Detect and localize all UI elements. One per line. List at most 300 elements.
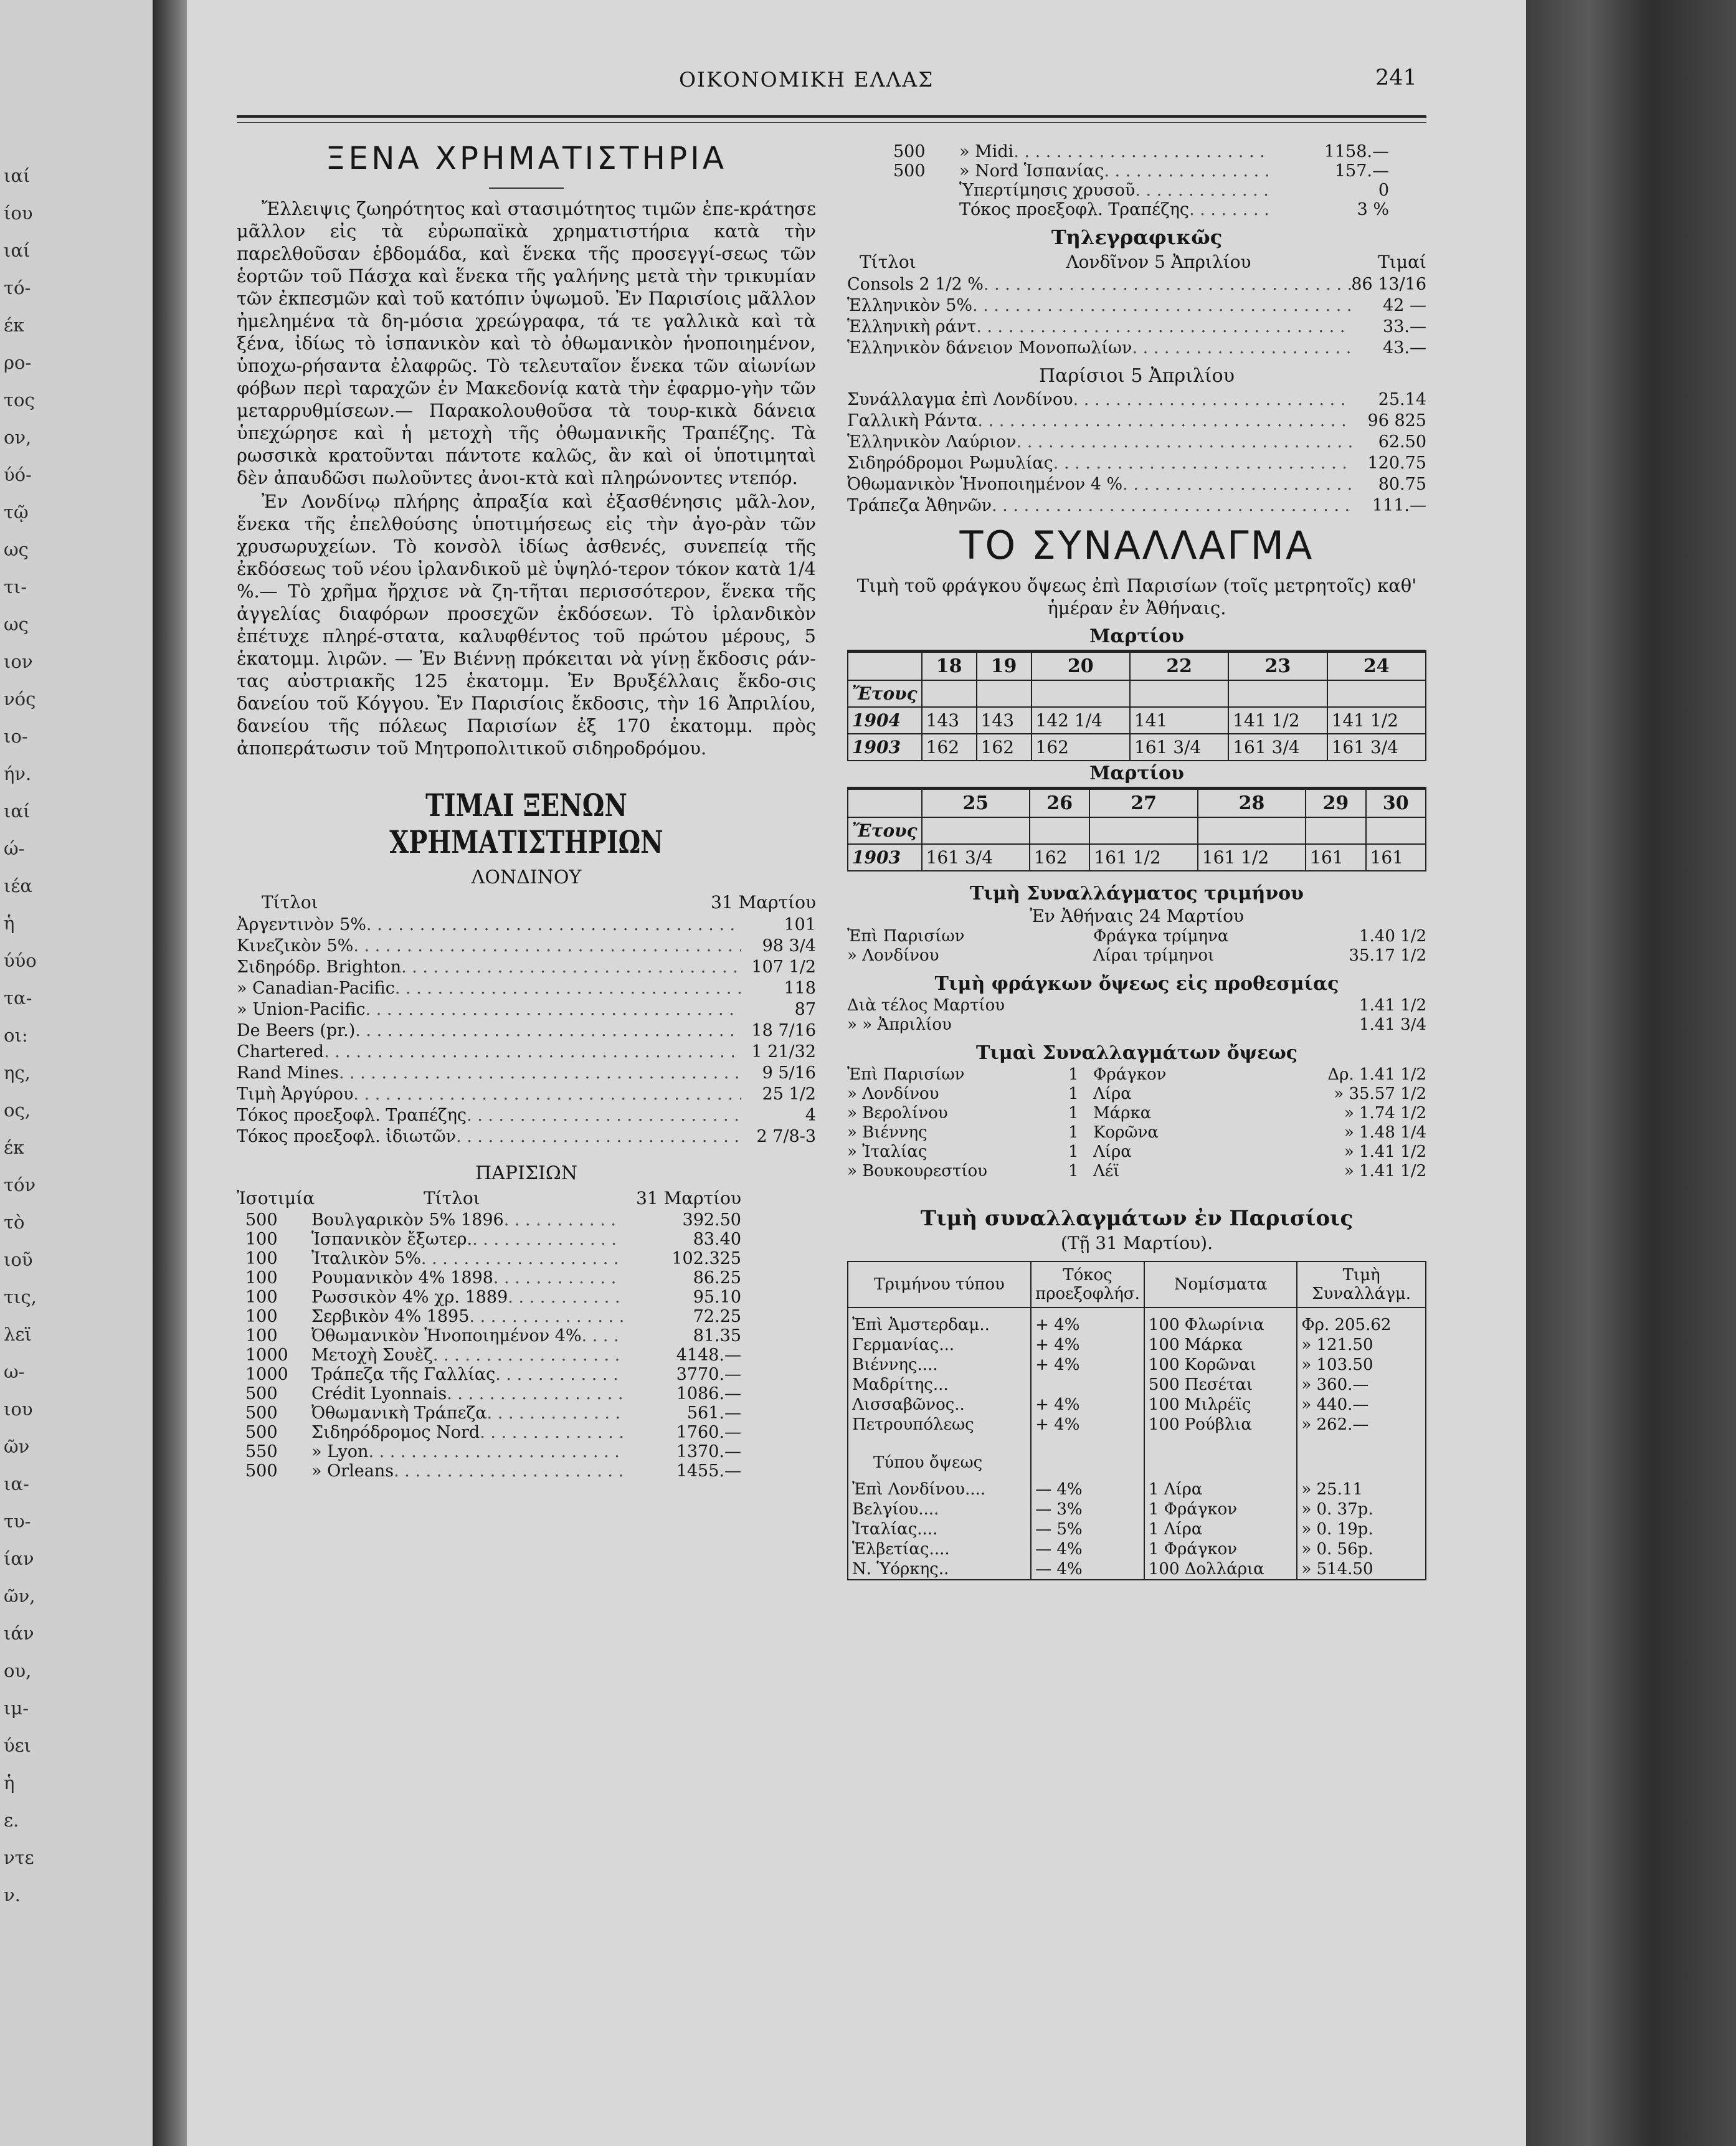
currency	[1093, 1015, 1261, 1035]
list-row	[237, 914, 816, 936]
cell-price: » 262.—	[1297, 1415, 1426, 1435]
rate: » 1.74 1/2	[1344, 1104, 1426, 1123]
row-value: 2 7/8-3	[756, 1127, 816, 1146]
security-name: Crédit Lyonnais	[311, 1384, 447, 1403]
rate: 1.40 1/2	[1359, 927, 1426, 946]
cell-rate: — 5%	[1031, 1519, 1144, 1539]
cell-coin: 500 Πεσέται	[1144, 1375, 1297, 1395]
facing-text-fragment: λεϊ	[4, 1324, 32, 1345]
table-row	[848, 1375, 1426, 1395]
london-list	[237, 914, 816, 1147]
leader-dots	[467, 1105, 741, 1126]
currency: Λέϊ	[1093, 1162, 1120, 1180]
paris-price-row	[237, 1365, 816, 1384]
paris-price-row	[847, 181, 1426, 200]
section-label: Τύπου ὄψεως	[848, 1435, 1031, 1473]
col-title: Τίτλοι	[262, 892, 318, 913]
table-row	[848, 1499, 1426, 1519]
row-value: 33.—	[1383, 317, 1426, 336]
facing-text-fragment: ιάν	[4, 1623, 34, 1644]
rate-cell: 162	[1030, 844, 1089, 871]
cell-price: » 360.—	[1297, 1375, 1426, 1395]
day-header: 30	[1366, 789, 1426, 818]
security-title	[311, 1288, 623, 1307]
facing-text-fragment: ως	[4, 614, 29, 635]
left-column	[237, 140, 816, 1481]
row-label: » Canadian-Pacific	[237, 979, 395, 998]
rate: » 35.57 1/2	[1334, 1085, 1426, 1103]
nominal-value: 500	[245, 1403, 278, 1423]
security-price: 1455.—	[676, 1461, 741, 1481]
facing-text-fragment: ιαί	[4, 165, 31, 186]
list-row	[847, 274, 1426, 295]
section-label-row	[848, 1435, 1426, 1473]
leader-dots	[456, 1126, 741, 1147]
article-paragraph: Ἔλλειψις ζωηρότητος καὶ στασιμότητος τιμῶν ἐπε-κράτησε μᾶλλον εἰς τὰ εὐρωπαϊκὰ χρηματιστήρια κατὰ τὴν παρελθοῦσαν ἑβδομάδα, καὶ ἕνεκα τῆς προσεγγί-σεως τῶν ἑορτῶν τοῦ Πάσχα καὶ ἕνεκα τῆς γαλήνης μετὰ τὴν τρικυμίαν τῶν ἐκπεσμῶν καὶ τοῦ κατόπιν ὑψωμοῦ. Ἐν Παρισίοις μᾶλλον ἠμελημένα τὰ δη-μόσια χρεώγραφα, τά τε γαλλικὰ καὶ τὰ ξένα, ἰδίως τὸ ἱσπανικὸν καὶ τὸ ὀθωμανικὸν ἡνοποιημένον, ὑποχω-ρήσαντα ἐλαφρῶς. Τὸ τελευταῖον ἕνεκα τῶν αἰωνίων φόβων περὶ ταραχῶν ἐν Μακεδονίᾳ κατὰ τὴν ἐφαρμο-γὴν τῶν μεταρρυθμίσεων.— Παρακολουθοῦσα τὰ τουρ-κικὰ δάνεια ὑπεχώρησε καὶ ἡ μετοχὴ τῆς ὀθωμανικῆς Τραπέζης. Τὰ ρωσσικὰ κρατοῦνται πάντοτε καλῶς, ἂν καὶ οἱ ὑποτιμηταὶ δὲν ἀπαυδῶσι πωλοῦντες ἀνοι-κτὰ καὶ πληρώνοντες ντεπόρ.	[237, 198, 816, 488]
page-number: 241	[1375, 65, 1417, 90]
leader-dots	[1017, 432, 1352, 453]
year-cell: 1903	[848, 734, 922, 761]
paris-price-row	[237, 1210, 816, 1230]
cell-coin: 100 Μάρκα	[1144, 1335, 1297, 1355]
cell-rate: — 4%	[1031, 1473, 1144, 1499]
security-name: Τράπεζα τῆς Γαλλίας	[311, 1365, 496, 1384]
security-title	[311, 1346, 623, 1365]
security-price: 1158.—	[1324, 142, 1389, 161]
security-name: Τόκος προεξοφλ. Τραπέζης	[959, 200, 1190, 219]
leader-dots	[447, 1384, 623, 1403]
rate: » 1.41 1/2	[1344, 1142, 1426, 1161]
facing-text-fragment: τό-	[4, 277, 31, 298]
cell-place: Λισσαβῶνος..	[848, 1395, 1031, 1415]
year-header-cell	[848, 789, 922, 818]
cell-rate: — 4%	[1031, 1539, 1144, 1559]
facing-text-fragment: ῶν,	[4, 1585, 36, 1607]
row-value: 4	[805, 1106, 816, 1125]
security-price: 392.50	[682, 1210, 741, 1230]
security-name: » Midi	[959, 142, 1014, 161]
exchange-row	[847, 1065, 1426, 1085]
leader-dots	[480, 1423, 623, 1442]
facing-text-fragment: νός	[4, 688, 36, 710]
leader-dots	[1073, 389, 1352, 411]
paris-list	[237, 1210, 816, 1481]
market: » » Ἀπριλίου	[847, 1015, 952, 1034]
facing-text-fragment: τυ-	[4, 1511, 31, 1532]
table-row	[848, 1395, 1426, 1415]
list-row	[847, 495, 1426, 516]
paris-price-row	[237, 1268, 816, 1288]
list-row	[237, 957, 816, 978]
cell-place: Πετρουπόλεως	[848, 1415, 1031, 1435]
nominal-value: 500	[893, 161, 926, 181]
article-body	[237, 197, 816, 759]
sight-rates-list	[847, 1065, 1426, 1181]
cell-coin: 1 Λίρα	[1144, 1473, 1297, 1499]
three-month-sub: Ἐν Ἀθήναις 24 Μαρτίου	[1029, 906, 1245, 926]
empty-cell	[1031, 1435, 1144, 1473]
leader-dots	[368, 1442, 623, 1461]
security-title	[311, 1442, 623, 1461]
day-header: 29	[1306, 789, 1365, 818]
leader-dots	[487, 1403, 623, 1423]
market: » Βουκουρεστίου	[847, 1162, 987, 1180]
market: » Ἰταλίας	[847, 1142, 927, 1161]
unit-count	[1068, 946, 1093, 966]
rate-cell: 141 1/2	[1327, 707, 1426, 734]
cell-rate: + 4%	[1031, 1335, 1144, 1355]
spacer-cell	[922, 680, 977, 707]
facing-text-fragment: ιοῦ	[4, 1249, 33, 1270]
spacer-cell	[1306, 817, 1365, 844]
currency: Λίραι τρίμηνοι	[1093, 946, 1215, 965]
article-title: ΞΕΝΑ ΧΡΗΜΑΤΙΣΤΗΡΙΑ	[325, 140, 728, 176]
list-row	[847, 411, 1426, 432]
list-row	[237, 1126, 816, 1147]
cell-coin: 100 Φλωρίνια	[1144, 1308, 1297, 1335]
leader-dots	[992, 495, 1352, 516]
leader-dots	[472, 1230, 623, 1249]
facing-text-fragment: τος	[4, 389, 35, 411]
list-row	[237, 999, 816, 1020]
paris-price-row	[237, 1423, 816, 1442]
year-header-cell	[848, 652, 922, 681]
cell-coin: 100 Δολλάρια	[1144, 1559, 1297, 1580]
facing-text-fragment: ίαν	[4, 1548, 34, 1569]
article-paragraph: Ἐν Λονδίνῳ πλήρης ἀπραξία καὶ ἐξασθένησις μᾶλ-λον, ἕνεκα τῆς ἐπελθούσης ὑποτιμήσεως εἰς τὴν ἀγο-ρὰν τῶν χρυσωρυχείων. Τὸ κονσὸλ ἰδίως ἀσθενές, συνεπείᾳ τῆς ἐκδόσεως τοῦ νέου ἰρλανδικοῦ μὲ ὑψηλό-τερον τόκον κατὰ 1/4 %.— Τὸ χρῆμα ἤρχισε νὰ ζη-τῆται περισσότερον, ἕνεκα τῆς ἀγγελίας διαφόρων προσεχῶν ἐκδόσεων. Τὸ ἰρλανδικὸν ἐπέτυχε πληρέ-στατα, καλυφθέντος τοῦ πρώτου μέρους, 5 ἑκατομμ. λιρῶν. — Ἐν Βιέννῃ πρόκειται νὰ γίνῃ ἔκδοσις ράν-τας αὐστριακῆς 125 ἑκατομμ. Ἐν Βρυξέλλαις ἔκδο-σις δανείου τοῦ Κόγγου. Ἐν Παρισίοις ἔκδοσις, τὴν 16 Ἀπριλίου, δανείου τῆς πόλεως Παρισίων ἐξ 170 ἑκατομμ. πρὸς ἀποπεράτωσιν τοῦ Μητροπολιτικοῦ σιδηροδρόμου.	[237, 491, 816, 759]
paris-exchange-table	[847, 1261, 1426, 1580]
leader-dots	[433, 1346, 623, 1365]
header-rule-thin	[237, 122, 1426, 123]
row-value: 86 13/16	[1351, 275, 1426, 294]
exchange-row	[847, 996, 1426, 1015]
unit-count	[1068, 927, 1093, 946]
book-edge	[1526, 0, 1736, 2146]
leader-dots	[366, 999, 741, 1020]
security-title	[311, 1210, 623, 1230]
leader-dots	[469, 1307, 623, 1326]
leader-dots	[495, 1365, 623, 1384]
paris-price-row	[237, 1384, 816, 1403]
security-name: Ὀθωμανικὴ Τράπεζα	[311, 1403, 487, 1423]
empty-cell	[1144, 1435, 1297, 1473]
facing-text-fragment: τόν	[4, 1174, 36, 1195]
nominal-value: 500	[893, 142, 926, 161]
row-label: Τράπεζα Ἀθηνῶν	[847, 496, 992, 515]
currency	[1093, 996, 1261, 1015]
london-column-headers	[237, 891, 816, 914]
table-row	[848, 1415, 1426, 1435]
row-label: Ἑλληνικὴ ράντ	[847, 317, 977, 336]
cell-price: » 0. 56p.	[1297, 1539, 1426, 1559]
security-title	[959, 200, 1271, 219]
spacer-cell	[977, 680, 1032, 707]
paris-price-row	[237, 1230, 816, 1249]
exchange-row	[847, 1104, 1426, 1123]
row-label: Γαλλικὴ Ράντα	[847, 411, 978, 430]
list-row	[237, 1042, 816, 1063]
row-value: 9 5/16	[762, 1063, 816, 1083]
security-name: Ρουμανικὸν 4% 1898	[311, 1268, 493, 1288]
unit-count: 1	[1068, 1123, 1079, 1142]
cell-rate: + 4%	[1031, 1308, 1144, 1335]
unit-count: 1	[1068, 1065, 1079, 1084]
leader-dots	[366, 914, 741, 936]
cell-coin: 1 Φράγκον	[1144, 1539, 1297, 1559]
facing-text-fragment: ν.	[4, 1884, 21, 1906]
table-header-row	[848, 789, 1426, 818]
facing-text-fragment: ώ-	[4, 838, 25, 859]
nominal-value: 100	[245, 1307, 278, 1326]
london-heading: ΛΟΝΔΙΝΟΥ	[471, 866, 582, 888]
paris-rates-heading: Τιμὴ συναλλαγμάτων ἐν Παρισίοις	[920, 1206, 1354, 1231]
rate-cell: 161	[1306, 844, 1365, 871]
row-value: 111.—	[1372, 496, 1426, 515]
exchange-row	[847, 1123, 1426, 1142]
nominal-value: 100	[245, 1326, 278, 1346]
franc-sight-list	[847, 996, 1426, 1035]
row-label: Ὀθωμανικὸν Ἡνοποιημένον 4 %	[847, 475, 1123, 494]
security-price: 83.40	[693, 1230, 741, 1249]
rate-cell: 142 1/4	[1032, 707, 1130, 734]
security-title	[311, 1365, 623, 1384]
security-name: » Lyon	[311, 1442, 369, 1461]
col-prices: Τιμαί	[1378, 252, 1426, 272]
list-row	[847, 432, 1426, 453]
security-name: Σιδηρόδρομος Nord	[311, 1423, 480, 1442]
leader-dots	[355, 1020, 741, 1042]
leader-dots	[401, 957, 741, 978]
row-value: 42 —	[1383, 296, 1426, 315]
facing-text-fragment: ῶν	[4, 1436, 30, 1457]
leader-dots	[984, 274, 1351, 295]
leader-dots	[972, 295, 1352, 316]
facing-text-fragment: ου,	[4, 1660, 32, 1681]
facing-text-fragment: ε.	[4, 1810, 19, 1831]
row-label: Ἑλληνικὸν 5%	[847, 296, 973, 315]
row-label: Ἑλληνικὸν δάνειον Μονοπωλίων	[847, 338, 1132, 358]
cell-rate: — 4%	[1031, 1559, 1144, 1580]
leader-dots	[504, 1210, 623, 1230]
day-header: 24	[1327, 652, 1426, 681]
security-name: » Orleans	[311, 1461, 394, 1481]
facing-text-fragment: τι-	[4, 576, 27, 597]
rate: 35.17 1/2	[1349, 946, 1426, 965]
facing-text-fragment: οι:	[4, 1025, 28, 1046]
table-row	[848, 1308, 1426, 1335]
cell-coin: 100 Μιλρέϊς	[1144, 1395, 1297, 1415]
list-row	[237, 1020, 816, 1042]
table-row	[848, 1473, 1426, 1499]
facing-text-fragment: ντε	[4, 1847, 34, 1868]
currency: Φράγκα τρίμηνα	[1093, 927, 1229, 946]
spacer-cell	[922, 817, 1030, 844]
cell-rate: — 3%	[1031, 1499, 1144, 1519]
facing-text-fragment: ος,	[4, 1099, 31, 1121]
day-header: 23	[1228, 652, 1327, 681]
table-row	[848, 1559, 1426, 1580]
spacer-cell	[1327, 680, 1426, 707]
year-label: Ἔτους	[848, 817, 922, 844]
facing-text-fragment: ω-	[4, 1361, 25, 1382]
leader-dots	[1122, 474, 1352, 495]
rate-cell: 143	[977, 707, 1032, 734]
facing-text-fragment: ύύο	[4, 950, 37, 971]
security-price: 95.10	[693, 1288, 741, 1307]
telegraph-heading: Τηλεγραφικῶς	[1051, 226, 1223, 249]
title-rule	[489, 188, 564, 189]
security-price: 4148.—	[676, 1346, 741, 1365]
market: » Λονδίνου	[847, 946, 939, 965]
cell-price: » 121.50	[1297, 1335, 1426, 1355]
franc-rate-table-1	[847, 650, 1426, 761]
exchange-subtitle: Τιμὴ τοῦ φράγκου ὄψεως ἐπὶ Παρισίων (τοῖς μετρητοῖς) καθ' ἡμέραν ἐν Ἀθήναις.	[856, 575, 1417, 619]
nominal-value: 500	[245, 1423, 278, 1442]
cell-place: Ἐπὶ Λονδίνου....	[848, 1473, 1031, 1499]
rate-cell: 161	[1366, 844, 1426, 871]
month-label: Μαρτίου	[1089, 762, 1184, 784]
row-label: Τιμὴ Ἀργύρου	[237, 1085, 354, 1104]
cell-price: » 440.—	[1297, 1395, 1426, 1415]
unit-count	[1068, 1015, 1093, 1035]
facing-text-fragment: ια-	[4, 1473, 29, 1494]
facing-text-fragment: ιαί	[4, 800, 31, 822]
facing-text-fragment: ύει	[4, 1735, 32, 1756]
list-row	[237, 936, 816, 957]
row-value: 62.50	[1378, 432, 1426, 452]
nominal-value: 100	[245, 1268, 278, 1288]
paris-price-row	[237, 1442, 816, 1461]
facing-text-fragment: τῷ	[4, 501, 29, 523]
paris-rates-sub: (Τῇ 31 Μαρτίου).	[1060, 1233, 1213, 1253]
nominal-value: 100	[245, 1230, 278, 1249]
cell-coin: 100 Ρούβλια	[1144, 1415, 1297, 1435]
row-label: Σιδηρόδρομοι Ρωμυλίας	[847, 453, 1053, 473]
month-label: Μαρτίου	[1089, 625, 1184, 647]
security-name: Ἱσπανικὸν ἔξωτερ.	[311, 1230, 473, 1249]
list-row	[237, 978, 816, 999]
col-title: Τίτλοι	[424, 1188, 480, 1208]
cell-place: Ἐπὶ Ἀμστερδαμ..	[848, 1308, 1031, 1335]
facing-text-fragment: ιμ-	[4, 1697, 29, 1719]
rate-cell: 161 3/4	[1327, 734, 1426, 761]
security-name: Ρωσσικὸν 4% χρ. 1889	[311, 1288, 508, 1307]
security-price: 3 %	[1357, 200, 1389, 219]
unit-count	[1068, 996, 1093, 1015]
cell-price: » 0. 37p.	[1297, 1499, 1426, 1519]
spacer-cell	[1032, 680, 1130, 707]
rate-cell: 161 3/4	[1228, 734, 1327, 761]
list-row	[847, 389, 1426, 411]
nominal-value: 500	[245, 1461, 278, 1481]
rate-cell: 161 1/2	[1198, 844, 1306, 871]
cell-coin: 100 Κορῶναι	[1144, 1355, 1297, 1375]
sight-rates-heading: Τιμαὶ Συναλλαγμάτων ὄψεως	[975, 1042, 1298, 1064]
market: Ἐπὶ Παρισίων	[847, 927, 965, 946]
rate-cell: 161 3/4	[1130, 734, 1228, 761]
spacer-cell	[1030, 817, 1089, 844]
unit-count: 1	[1068, 1162, 1079, 1180]
right-column	[847, 142, 1426, 1580]
cell-place: Γερμανίας...	[848, 1335, 1031, 1355]
nominal-value: 1000	[245, 1346, 288, 1365]
paris-price-row	[237, 1461, 816, 1481]
list-row	[237, 1105, 816, 1126]
security-price: 0	[1378, 181, 1389, 200]
row-value: 25.14	[1378, 390, 1426, 409]
telegraph-paris-list	[847, 389, 1426, 516]
cell-price: Φρ. 205.62	[1297, 1308, 1426, 1335]
security-name: Ἰταλικὸν 5%	[311, 1249, 421, 1268]
row-value: 80.75	[1378, 475, 1426, 494]
cell-place: Ν. Ὑόρκης..	[848, 1559, 1031, 1580]
list-row	[847, 338, 1426, 359]
column-header: Τόκος προεξοφλήσ.	[1031, 1261, 1144, 1308]
security-title	[311, 1249, 623, 1268]
table-row	[848, 1355, 1426, 1375]
paris-price-row	[847, 142, 1426, 161]
year-label: Ἔτους	[848, 680, 922, 707]
cell-rate: + 4%	[1031, 1355, 1144, 1375]
cell-place: Ἑλβετίας....	[848, 1539, 1031, 1559]
three-month-list	[847, 927, 1426, 966]
unit-count: 1	[1068, 1085, 1079, 1103]
leader-dots	[1104, 161, 1271, 181]
table-row	[848, 1519, 1426, 1539]
list-row	[847, 316, 1426, 338]
spacer-cell	[1130, 680, 1228, 707]
leader-dots	[324, 1042, 741, 1063]
rate-cell: 162	[922, 734, 977, 761]
list-row	[847, 295, 1426, 316]
security-price: 81.35	[693, 1326, 741, 1346]
spacer-cell	[1089, 817, 1197, 844]
row-value: 98 3/4	[762, 936, 816, 956]
leader-dots	[394, 1461, 623, 1481]
exchange-row	[847, 1085, 1426, 1104]
spacer-cell	[1198, 817, 1306, 844]
security-price: 3770.—	[676, 1365, 741, 1384]
currency: Κορῶνα	[1093, 1123, 1159, 1142]
spacer-cell	[1366, 817, 1426, 844]
leader-dots	[1013, 142, 1271, 161]
row-value: 1 21/32	[751, 1042, 816, 1061]
row-value: 87	[794, 1000, 816, 1019]
security-title	[311, 1423, 623, 1442]
paris-price-row	[237, 1346, 816, 1365]
row-label: Consols 2 1/2 %	[847, 275, 984, 294]
facing-text-fragment: έκ	[4, 1137, 25, 1158]
security-name: Σερβικὸν 4% 1895	[311, 1307, 470, 1326]
security-name: Ὑπερτίμησις χρυσοῦ	[959, 181, 1136, 200]
year-cell: 1904	[848, 707, 922, 734]
security-title	[311, 1268, 623, 1288]
paris-price-row	[847, 161, 1426, 181]
leader-dots	[353, 1084, 741, 1105]
exchange-title: ΤΟ ΣΥΝΑΛΛΑΓΜΑ	[959, 523, 1314, 568]
rate-cell: 162	[1032, 734, 1130, 761]
cell-price: » 514.50	[1297, 1559, 1426, 1580]
cell-price: » 103.50	[1297, 1355, 1426, 1375]
unit-count: 1	[1068, 1142, 1079, 1161]
cell-price: » 0. 19p.	[1297, 1519, 1426, 1539]
facing-text-fragment: ης,	[4, 1062, 31, 1083]
exchange-row	[847, 1015, 1426, 1035]
row-label: Τόκος προεξοφλ. ἰδιωτῶν	[237, 1127, 457, 1146]
row-label: Κινεζικὸν 5%	[237, 936, 354, 956]
nominal-value: 100	[245, 1249, 278, 1268]
day-header: 28	[1198, 789, 1306, 818]
